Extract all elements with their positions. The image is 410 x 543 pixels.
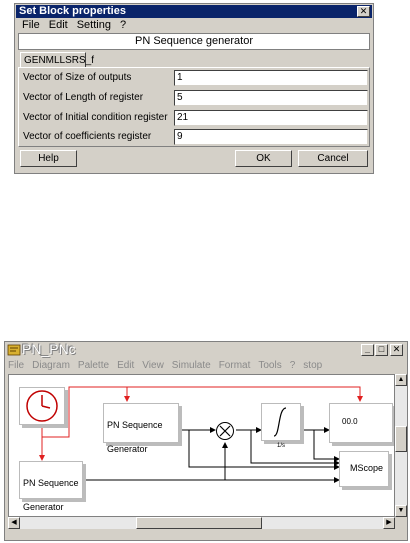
field-row-size (23, 70, 369, 88)
pn-top-line2: Generator (107, 444, 148, 454)
display-block[interactable] (329, 403, 393, 443)
set-block-properties-dialog (14, 3, 374, 174)
menu-edit[interactable]: Edit (48, 19, 68, 31)
field-row-length (23, 90, 369, 108)
field-label-coefficients: Vector of coefficients register (23, 131, 152, 142)
pn-generator-block-bottom[interactable] (19, 461, 83, 512)
register-length-input[interactable]: 5 (174, 90, 368, 106)
scroll-right-icon[interactable]: ▶ (383, 517, 395, 529)
vertical-scrollbar[interactable] (395, 374, 407, 517)
field-row-initial (23, 110, 369, 128)
xcos-menubar (8, 360, 322, 372)
menu-view[interactable]: View (142, 360, 164, 371)
scroll-down-icon[interactable]: ▼ (395, 505, 407, 517)
field-label-length: Vector of Length of register (23, 92, 144, 103)
parameters-panel (18, 67, 370, 147)
pn-bottom-label (23, 465, 79, 517)
menu-stop[interactable]: stop (303, 360, 323, 371)
menu-simulate[interactable]: Simulate (171, 360, 211, 371)
multiply-icon (215, 421, 235, 441)
diagram-canvas[interactable] (8, 374, 395, 517)
field-label-initial: Vector of Initial condition register (23, 112, 168, 123)
scroll-up-icon[interactable]: ▲ (395, 374, 407, 386)
integral-icon (262, 404, 300, 440)
help-button[interactable]: Help (20, 150, 77, 167)
pn-bottom-line2: Generator (23, 502, 64, 512)
product-block[interactable] (215, 421, 235, 441)
clock-icon (20, 388, 64, 424)
initial-condition-input[interactable]: 21 (174, 110, 368, 126)
dialog-title: Set Block properties (19, 5, 126, 17)
mscope-label: MScope (350, 463, 384, 473)
pn-bottom-line1: PN Sequence (23, 478, 79, 488)
minimize-icon[interactable]: _ (361, 344, 374, 356)
status-bar (8, 530, 407, 540)
dialog-menubar (18, 19, 126, 32)
block-header: PN Sequence generator (18, 33, 370, 50)
integral-block[interactable] (261, 403, 301, 441)
menu-tools[interactable]: Tools (258, 360, 282, 371)
scilab-icon (7, 343, 21, 357)
mscope-block[interactable] (339, 451, 389, 487)
menu-help[interactable]: ? (119, 19, 127, 31)
close-icon[interactable]: ✕ (390, 344, 403, 356)
menu-palette[interactable]: Palette (77, 360, 110, 371)
xcos-window (4, 341, 408, 541)
pn-generator-block-top[interactable] (103, 403, 179, 454)
menu-file[interactable]: File (22, 19, 40, 31)
horizontal-scrollbar[interactable] (8, 517, 395, 529)
cancel-button[interactable]: Cancel (298, 150, 368, 167)
display-value: 00.0 (342, 417, 358, 426)
xcos-titlebar (5, 342, 407, 359)
field-label-size: Vector of Size of outputs (23, 72, 132, 83)
ok-button[interactable]: OK (235, 150, 292, 167)
scroll-left-icon[interactable]: ◀ (8, 517, 20, 529)
field-row-coefficients (23, 129, 369, 147)
size-outputs-input[interactable]: 1 (174, 70, 368, 86)
tab-genmllsrs[interactable]: GENMLLSRS_f (20, 52, 86, 68)
menu-help[interactable]: ? (289, 360, 296, 371)
maximize-icon[interactable]: □ (375, 344, 388, 356)
menu-format[interactable]: Format (218, 360, 251, 371)
menu-file[interactable]: File (8, 360, 25, 371)
coefficients-input[interactable]: 9 (174, 129, 368, 145)
xcos-window-title: PN_PNc (22, 341, 76, 357)
menu-edit[interactable]: Edit (117, 360, 135, 371)
event-link-display (127, 387, 360, 401)
pn-top-label (107, 407, 163, 467)
dialog-titlebar (16, 5, 372, 18)
pn-top-line1: PN Sequence (107, 420, 163, 430)
clock-block[interactable] (19, 387, 65, 425)
vertical-scroll-thumb[interactable] (395, 426, 407, 452)
menu-setting[interactable]: Setting (76, 19, 111, 31)
horizontal-scroll-thumb[interactable] (136, 517, 262, 529)
integral-label: 1/s (277, 443, 286, 449)
close-icon[interactable]: ✕ (357, 6, 370, 17)
menu-diagram[interactable]: Diagram (32, 360, 70, 371)
